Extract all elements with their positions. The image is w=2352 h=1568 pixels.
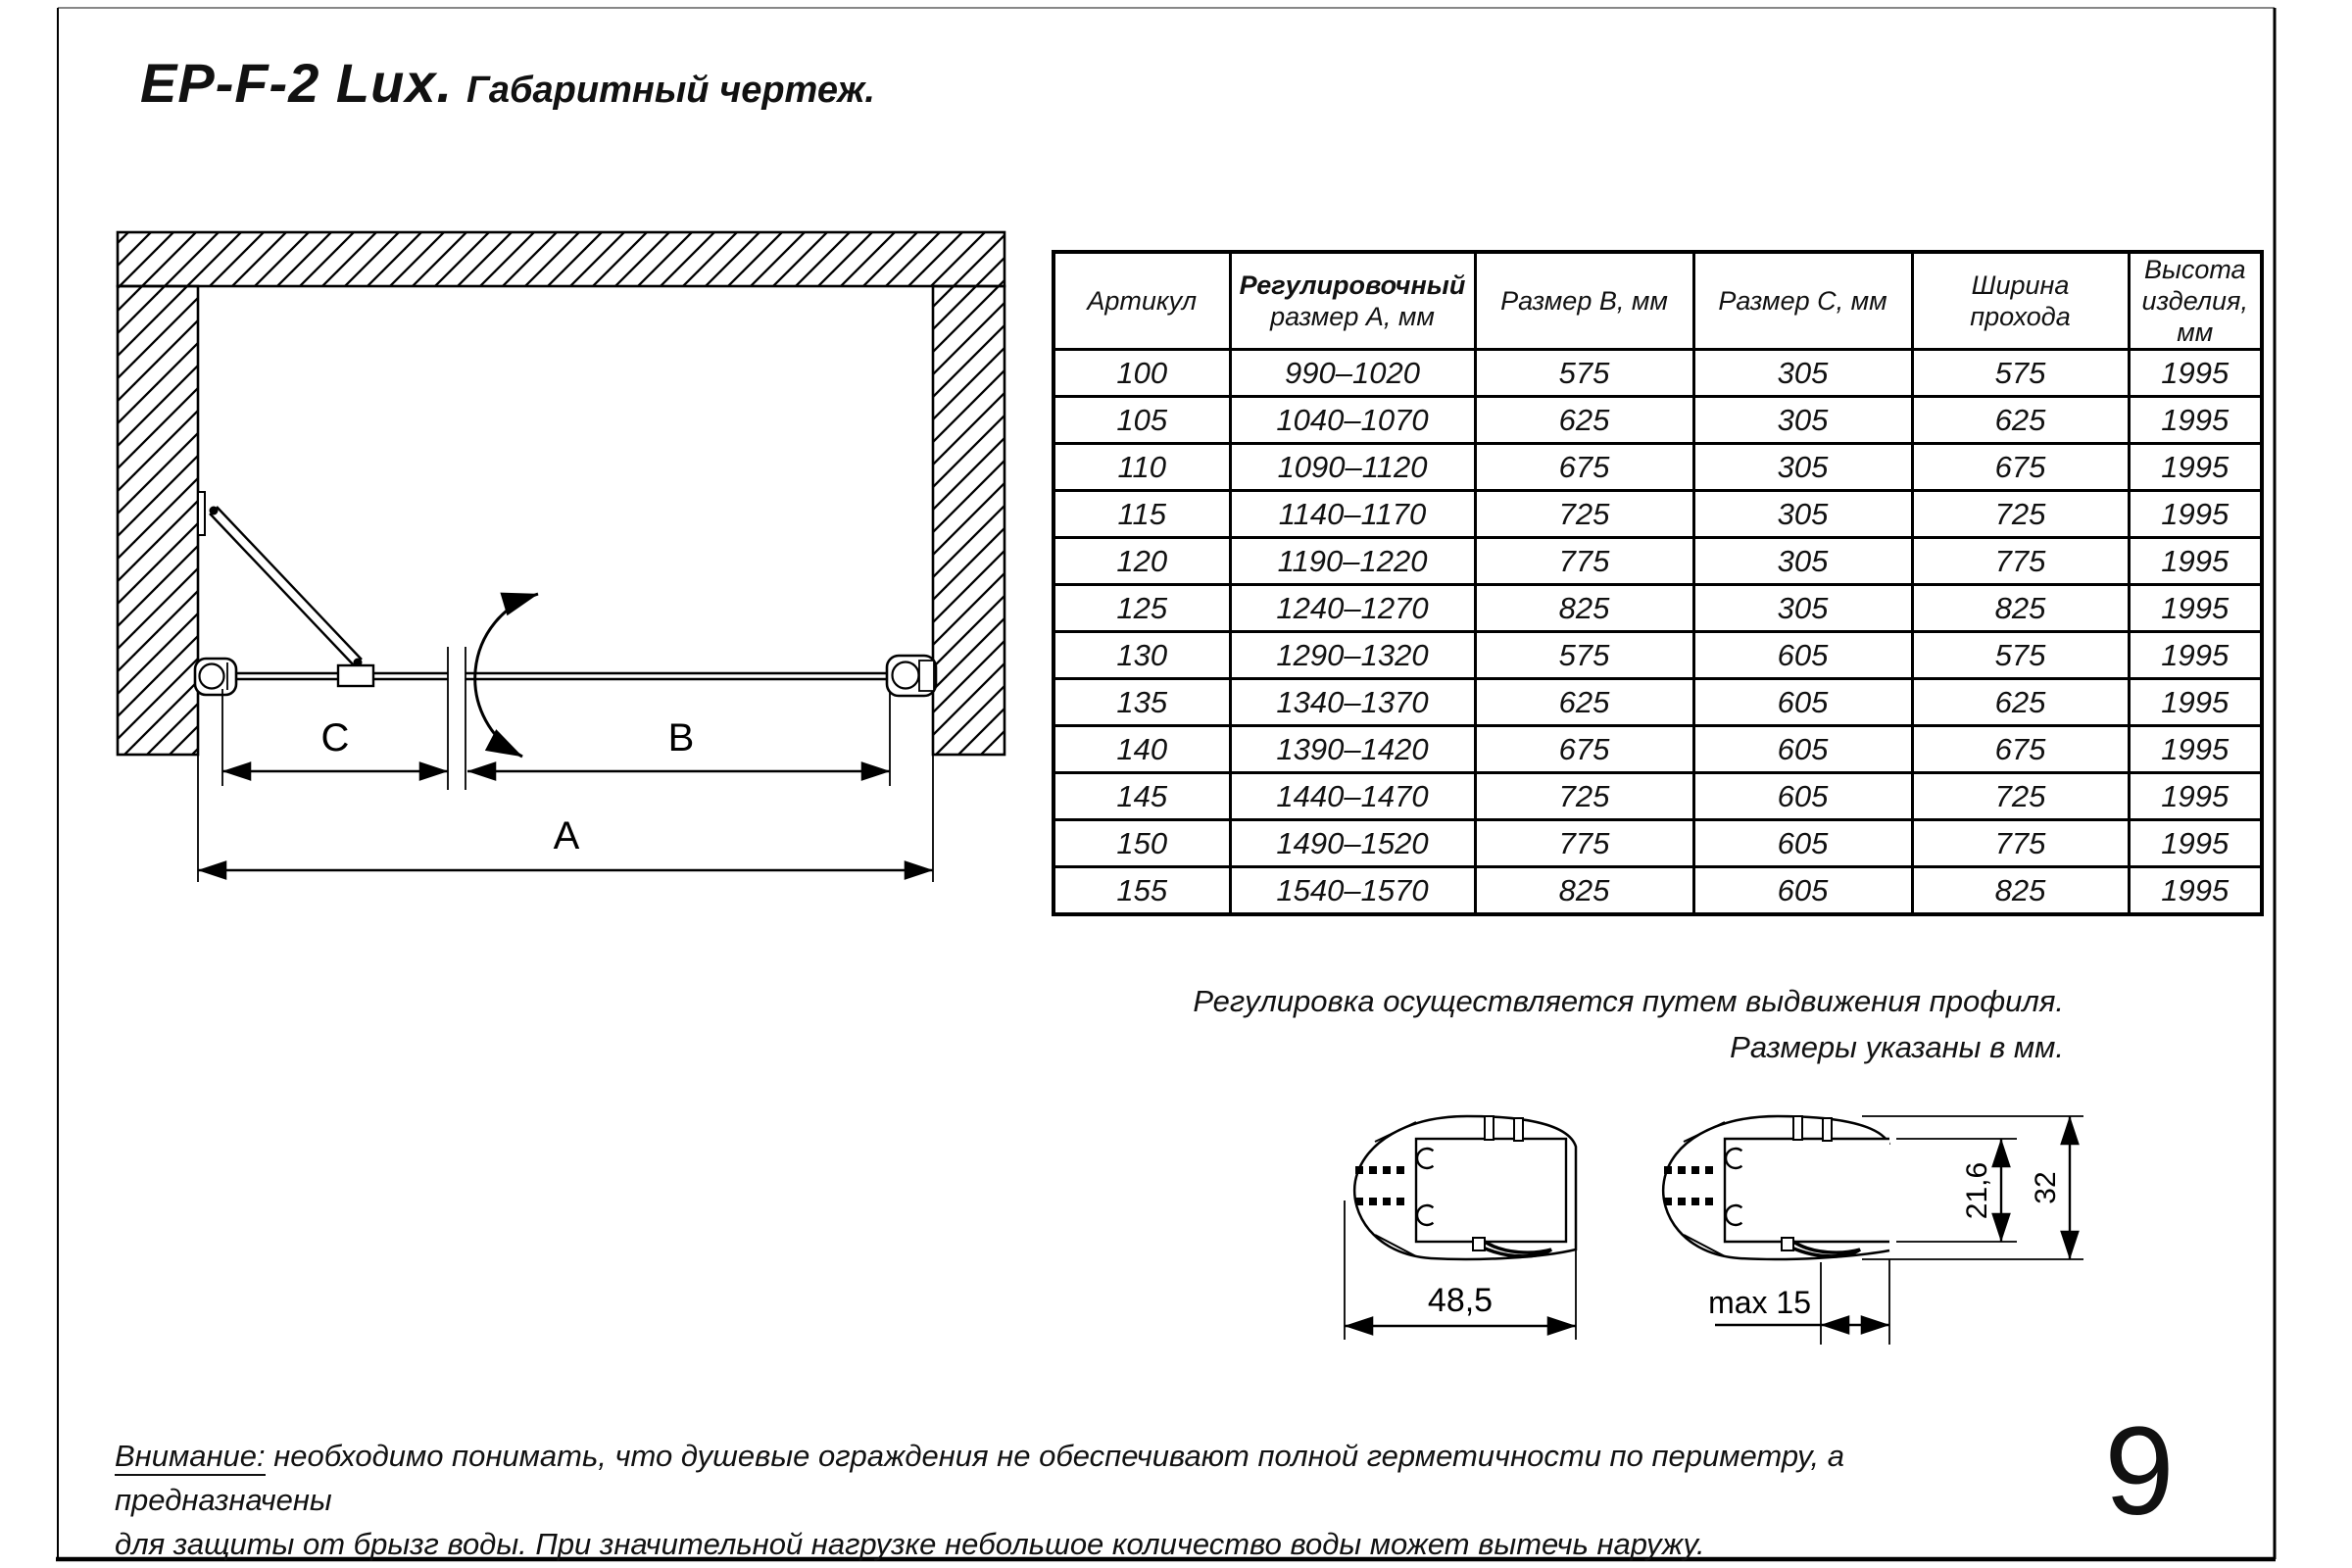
- warning-text: [115, 1434, 2065, 1566]
- table-row: [1054, 585, 2262, 632]
- table-cell: 725: [1912, 491, 2129, 538]
- table-cell: 775: [1475, 820, 1693, 867]
- table-cell: 305: [1693, 397, 1912, 444]
- table-cell: 145: [1054, 773, 1230, 820]
- table-cell: 725: [1475, 773, 1693, 820]
- table-cell: 575: [1912, 350, 2129, 397]
- table-cell: 100: [1054, 350, 1230, 397]
- brace-bracket: [338, 665, 373, 686]
- warning-line-1-rest: необходимо понимать, что душевые ограждения не обеспечивают полной герметичности по периметру, а предназначены: [115, 1439, 1844, 1517]
- door-swing-arrow: [475, 594, 538, 757]
- table-cell: 305: [1693, 538, 1912, 585]
- table-cell: 1995: [2129, 538, 2262, 585]
- table-cell: 675: [1912, 444, 2129, 491]
- dimensions-table: [1052, 250, 2264, 916]
- table-cell: 605: [1693, 773, 1912, 820]
- table-cell: 1995: [2129, 632, 2262, 679]
- table-cell: 305: [1693, 444, 1912, 491]
- table-cell: 105: [1054, 397, 1230, 444]
- table-cell: 305: [1693, 350, 1912, 397]
- table-cell: 990–1020: [1230, 350, 1475, 397]
- table-cell: 675: [1475, 726, 1693, 773]
- warning-line-1: [115, 1434, 2065, 1522]
- table-cell: 125: [1054, 585, 1230, 632]
- table-cell: 1340–1370: [1230, 679, 1475, 726]
- wall-section: [118, 232, 1004, 755]
- table-cell: 825: [1475, 585, 1693, 632]
- table-cell: 140: [1054, 726, 1230, 773]
- table-row: [1054, 632, 2262, 679]
- left-wall-profile: [195, 659, 236, 695]
- table-cell: 1290–1320: [1230, 632, 1475, 679]
- table-cell: 1540–1570: [1230, 867, 1475, 915]
- dimension-c: [222, 716, 448, 771]
- drawing-type: Габаритный чертеж.: [466, 70, 875, 111]
- column-header: Высота изделия, мм: [2129, 252, 2262, 350]
- table-row: [1054, 350, 2262, 397]
- warning-label: Внимание:: [115, 1439, 266, 1476]
- adjustment-notes: [1078, 978, 2064, 1070]
- table-cell: 675: [1912, 726, 2129, 773]
- table-cell: 130: [1054, 632, 1230, 679]
- table-cell: 825: [1912, 867, 2129, 915]
- table-cell: 1440–1470: [1230, 773, 1475, 820]
- table-row: [1054, 726, 2262, 773]
- table-cell: 1140–1170: [1230, 491, 1475, 538]
- table-cell: 305: [1693, 491, 1912, 538]
- table-cell: 605: [1693, 726, 1912, 773]
- dim-label-c: C: [320, 716, 350, 760]
- dim-label-max: max 15: [1708, 1285, 1811, 1320]
- column-header: Размер C, мм: [1693, 252, 1912, 350]
- table-header: [1054, 252, 2262, 350]
- table-cell: 1090–1120: [1230, 444, 1475, 491]
- table-cell: 605: [1693, 867, 1912, 915]
- table-row: [1054, 820, 2262, 867]
- right-wall-profile: [887, 656, 936, 696]
- dimension-b: [467, 716, 890, 771]
- table-cell: 725: [1475, 491, 1693, 538]
- table-cell: 775: [1912, 820, 2129, 867]
- page-title: [140, 51, 875, 115]
- table-cell: 115: [1054, 491, 1230, 538]
- dim-label-width: 48,5: [1427, 1282, 1494, 1319]
- dimension-a: [198, 814, 933, 870]
- table-row: [1054, 491, 2262, 538]
- table-cell: 775: [1475, 538, 1693, 585]
- table-cell: 575: [1912, 632, 2129, 679]
- table-cell: 575: [1475, 350, 1693, 397]
- note-line-2: Размеры указаны в мм.: [1730, 1030, 2064, 1064]
- table-cell: 605: [1693, 679, 1912, 726]
- table-cell: 775: [1912, 538, 2129, 585]
- table-cell: 1995: [2129, 350, 2262, 397]
- table-cell: 625: [1912, 397, 2129, 444]
- table-cell: 605: [1693, 820, 1912, 867]
- table-cell: 1995: [2129, 679, 2262, 726]
- table-cell: 675: [1475, 444, 1693, 491]
- column-header: Регулировочный размер A, мм: [1230, 252, 1475, 350]
- table-cell: 1995: [2129, 867, 2262, 915]
- table-cell: 1240–1270: [1230, 585, 1475, 632]
- table-cell: 605: [1693, 632, 1912, 679]
- niche-plan-view: [118, 232, 1004, 882]
- table-cell: 825: [1912, 585, 2129, 632]
- table-row: [1054, 867, 2262, 915]
- table-cell: 1390–1420: [1230, 726, 1475, 773]
- table-cell: 305: [1693, 585, 1912, 632]
- glass-panel: [233, 673, 894, 679]
- dim-label-a: A: [553, 814, 580, 858]
- table-row: [1054, 679, 2262, 726]
- table-cell: 1995: [2129, 773, 2262, 820]
- table-cell: 1490–1520: [1230, 820, 1475, 867]
- table-cell: 1995: [2129, 820, 2262, 867]
- table-cell: 575: [1475, 632, 1693, 679]
- page-number: 9: [2104, 1401, 2175, 1542]
- table-row: [1054, 773, 2262, 820]
- table-cell: 1190–1220: [1230, 538, 1475, 585]
- table-cell: 110: [1054, 444, 1230, 491]
- profile-section-right: [1663, 1116, 1889, 1259]
- table-cell: 725: [1912, 773, 2129, 820]
- dimensions-table-wrap: [1052, 250, 2260, 916]
- table-row: [1054, 538, 2262, 585]
- table-cell: 1995: [2129, 585, 2262, 632]
- dim-label-outer: 32: [2030, 1171, 2062, 1204]
- table-cell: 625: [1475, 397, 1693, 444]
- profile-section-left: [1345, 1116, 1576, 1340]
- warning-line-2: для защиты от брызг воды. При значительной нагрузке небольшое количество воды может вытечь наружу.: [115, 1527, 1705, 1561]
- table-cell: 625: [1912, 679, 2129, 726]
- dim-label-inner: 21,6: [1961, 1161, 1993, 1220]
- column-header: Ширина прохода: [1912, 252, 2129, 350]
- table-cell: 1995: [2129, 444, 2262, 491]
- column-header: Размер B, мм: [1475, 252, 1693, 350]
- table-cell: 1995: [2129, 491, 2262, 538]
- dim-label-b: B: [667, 716, 695, 760]
- table-cell: 120: [1054, 538, 1230, 585]
- table-cell: 825: [1475, 867, 1693, 915]
- table-cell: 1040–1070: [1230, 397, 1475, 444]
- table-cell: 150: [1054, 820, 1230, 867]
- table-cell: 1995: [2129, 726, 2262, 773]
- support-brace: [198, 492, 373, 686]
- table-row: [1054, 444, 2262, 491]
- table-cell: 155: [1054, 867, 1230, 915]
- table-row: [1054, 397, 2262, 444]
- table-cell: 135: [1054, 679, 1230, 726]
- table-cell: 1995: [2129, 397, 2262, 444]
- column-header: Артикул: [1054, 252, 1230, 350]
- table-cell: 625: [1475, 679, 1693, 726]
- note-line-1: Регулировка осуществляется путем выдвижения профиля.: [1193, 984, 2064, 1018]
- model-name: EP-F-2 Lux.: [140, 52, 454, 114]
